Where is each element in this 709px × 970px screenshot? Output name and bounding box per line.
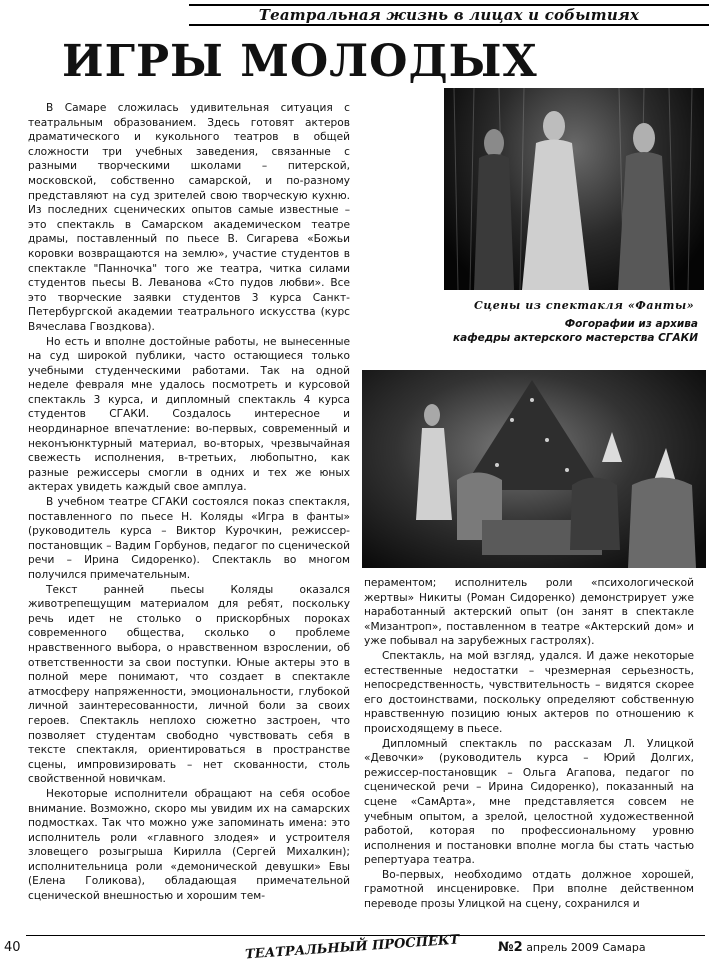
article-column-left <box>28 101 350 920</box>
left-column-paragraph: В Самаре сложилась удивительная ситуация с театральным образованием. Здесь готовят актеров драматического и кукольного театров в общей сложности три учебных заведения, связанные с разными творческими школами – питерской, московской, собственно самарской, и по-разному представляют на суд зрителей свою творческую кухню. Из последних сценических опытов самые известные – это спектакль в Самарском академическом театре драмы, поставленный по пьесе В. Сигарева «Божьи коровки возвращаются на землю», участие студентов в спектакле "Панночка" того же театра, читка силами студентов пьесы В. Леванова «Сто пудов любви». Все это творческие заявки студентов 3 курса Санкт-Петербургской академии театрального искусства (курс Вячеслава Гвоздкова). <box>28 102 350 333</box>
scene-photo-bottom <box>362 370 706 568</box>
article-title: ИГРЫ МОЛОДЫХ <box>62 36 538 87</box>
photo-caption-credit <box>453 317 698 345</box>
page-number: 40 <box>4 940 21 955</box>
right-column-paragraph: Во-первых, необходимо отдать должное хорошей, грамотной инсценировке. При вполне действенном переводе прозы Улицкой на сцену, сохранился и <box>364 868 694 911</box>
left-column-paragraph: Текст ранней пьесы Коляды оказался животрепещущим материалом для ребят, поскольку речь идет не столько о прискорбных пороках современного общества, сколько о проблеме нравственного выбора, о нравственном взрослении, об ответственности за свои поступки. Юные актеры это в полной мере понимают, что создает в спектакле атмосферу напряженности, эмоциональности, глубокой личной заинтересованности, личной боли за своих героев. Спектакль неплохо сюжетно застроен, что позволяет студентам свободно чувствовать себя в тексте спектакля, ориентироваться в пространстве сцены, импровизировать – нет скованности, столь свойственной новичкам. <box>28 583 350 786</box>
scene-photo-bottom-image <box>362 370 706 568</box>
photo-credit-line-1: Фогорафии из архива <box>564 318 698 330</box>
issue-date: апрель 2009 Самара <box>526 941 646 954</box>
issue-info <box>498 940 646 955</box>
running-header <box>189 4 709 26</box>
article-column-right <box>364 576 694 920</box>
scene-photo-top-image <box>444 88 704 290</box>
footer-rule <box>26 935 705 936</box>
issue-number: №2 <box>498 940 523 955</box>
scene-photo-top <box>444 88 704 290</box>
right-column-paragraph: пераментом; исполнитель роли «психологической жертвы» Никиты (Роман Сидоренко) демонстрирует уже наработанный актерский опыт (он занят в спектакле «Мизантроп», поставленном в театре «Актерский дом» и уже побывал на зарубежных гастролях). <box>364 577 694 648</box>
photo-credit-line-2: кафедры актерского мастерства СГАКИ <box>453 332 698 344</box>
photo-caption-scene: Сцены из спектакля «Фанты» <box>474 299 695 312</box>
right-column-paragraph: Спектакль, на мой взгляд, удался. И даже некоторые естественные недостатки – чрезмерная серьезность, непосредственность, чувствительность – видятся скорее его достоинствами, поскольку определяют собственную нравственную позицию юных актеров по отношению к происходящему в пьесе. <box>364 649 694 735</box>
left-column-paragraph: Некоторые исполнители обращают на себя особое внимание. Возможно, скоро мы увидим их на самарских подмостках. Так что можно уже запоминать имена: это исполнитель роли «главного злодея» и устроителя зловещего розыгрыша Кирилла (Сергей Михалкин); исполнительница роли «демонической девушки» Евы (Елена Голикова), обладающая примечательной сценической внешностью и хорошим тем- <box>28 787 350 903</box>
footer-masthead: ТЕАТРАЛЬНЫЙ ПРОСПЕКТ <box>244 932 460 963</box>
left-column-paragraph: В учебном театре СГАКИ состоялся показ спектакля, поставленного по пьесе Н. Коляды «Игра в фанты» (руководитель курса – Виктор Курочкин, режиссер-постановщик – Вадим Горбунов, педагог по сценической речи – Ирина Сидоренко). Спектакль во многом получился примечательным. <box>28 496 350 581</box>
left-column-paragraph: Но есть и вполне достойные работы, не вынесенные на суд широкой публики, часто остающиеся только учебными студенческими работами. Так на одной неделе февраля мне удалось посмотреть и курсовой спектакль 3 курса, и дипломный спектакль 4 курса студентов СГАКИ. Создалось интересное и неординарное впечатление: во-первых, современный и неконъюнктурный материал, во-вторых, чрезвычайная свежесть исполнения, в-третьих, любопытно, как разные режиссеры смогли в одних и тех же юных актерах увидеть каждый свое амплуа. <box>28 335 350 494</box>
right-column-paragraph: Дипломный спектакль по рассказам Л. Улицкой «Девочки» (руководитель курса – Юрий Долгих, режиссер-постановщик – Ольга Агапова, педагог по сценической речи – Ирина Сидоренко), показанный на сцене «СамАрта», мне представляется совсем не учебным опытом, а зрелой, целостной художественной работой, которая по профессиональному уровню исполнения и постановки вполне могла бы стать частью репертуара театра. <box>364 737 694 867</box>
running-head-text: Театральная жизнь в лицах и событиях <box>258 6 640 24</box>
